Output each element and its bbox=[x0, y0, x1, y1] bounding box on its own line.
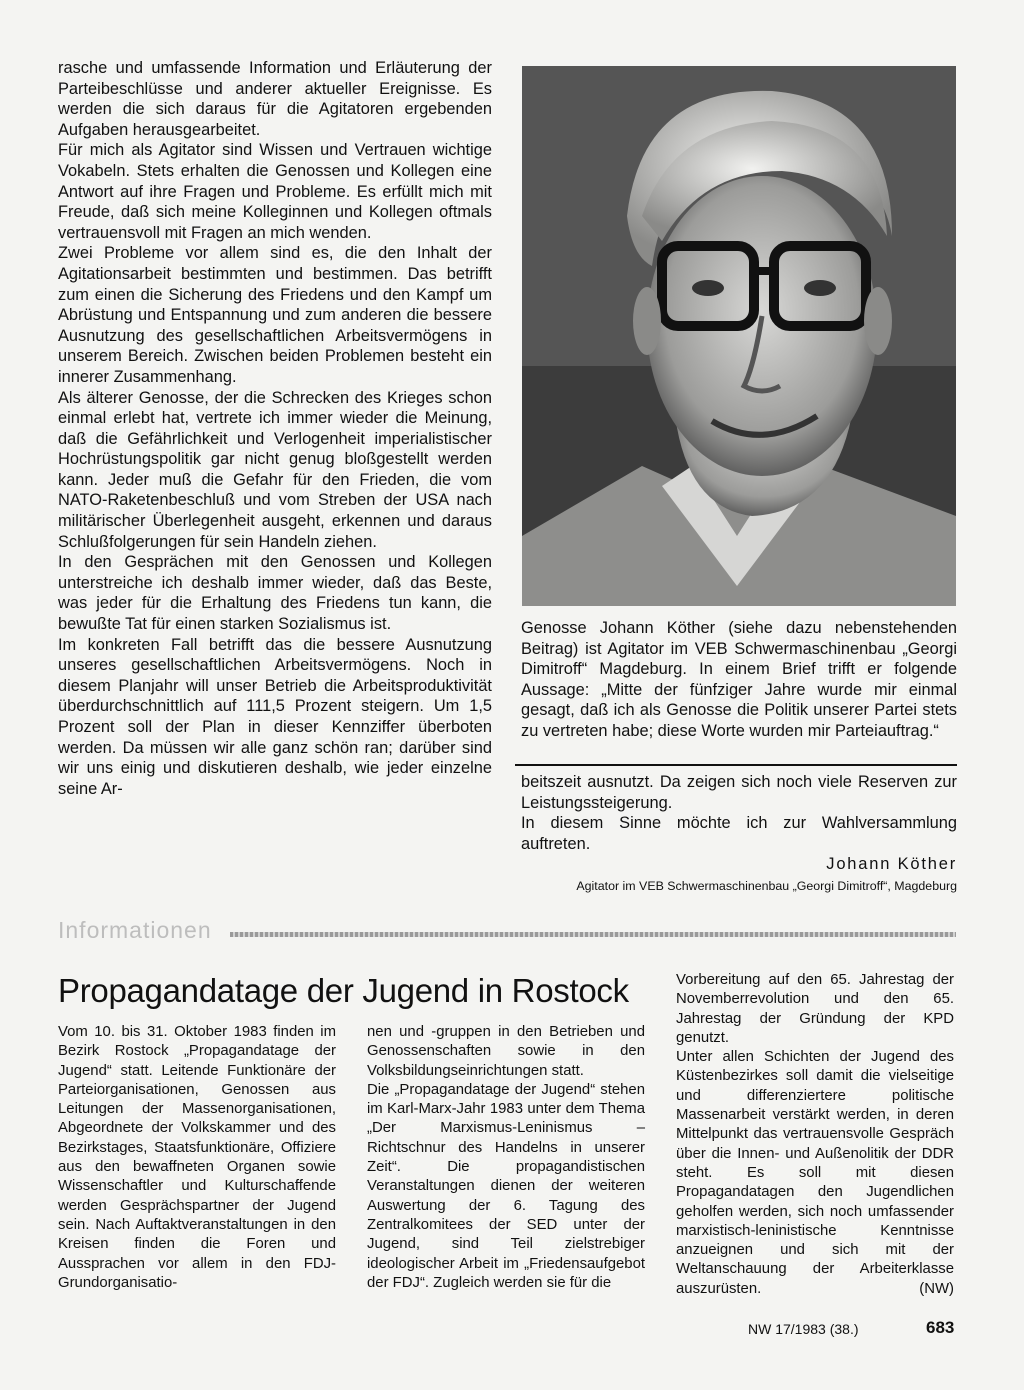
article-paragraph: rasche und umfassende Information und Erläuterung der Parteibeschlüsse und anderer aktueller Ereignisse. Es werden die sich daraus für die Agitatoren ergebenden Aufgaben herausgearbeitet. bbox=[58, 59, 492, 139]
news-column-1 bbox=[58, 1023, 336, 1293]
section-divider bbox=[230, 932, 956, 937]
news-paragraph: Die „Propagandatage der Jugend“ stehen im Karl-Marx-Jahr 1983 unter dem Thema „Der Marxismus-Leninismus – Richtschnur des Handelns in unserer Zeit“. Die propagandistischen Veranstaltungen dienen der weiteren Auswertung der 6. Tagung des Zentralkomitees der SED unter der Jugend, sind Teil zielstrebiger ideologischer Arbeit im „Friedensaufgebot der FDJ“. Zugleich werden sie für die bbox=[367, 1081, 645, 1291]
article-paragraph: Als älterer Genosse, der die Schrecken des Krieges schon einmal erlebt hat, vertrete ich immer wieder die Meinung, daß die Gefährlichkeit und Verlogenheit imperialistischer Hochrüstungspolitik gar nicht genug bloßgestellt werden kann. Jeder muß die Gefahr für den Frieden, die vom NATO-Raketenbeschluß und vom Streben der USA nach militärischer Überlegenheit ausgeht, erkennen und daraus Schlußfolgerungen für sein Handeln ziehen. bbox=[58, 388, 492, 551]
news-paragraph: Vorbereitung auf den 65. Jahrestag der Novemberrevolution und den 65. Jahrestag der Gründung der KPD genutzt. bbox=[676, 972, 954, 1046]
author-signature: Johann Köther bbox=[826, 855, 957, 873]
article-paragraph: Zwei Probleme vor allem sind es, die den Inhalt der Agitationsarbeit bestimmten und bestimmen. Das betrifft zum einen die Sicherung des Friedens und den Kampf um Abrüstung und Entspannung und zum anderen die bessere Ausnutzung des gesellschaftlichen Arbeitsvermögens in unserem Bereich. Zwischen beiden Problemen besteht ein innerer Zusammenhang. bbox=[58, 244, 492, 386]
news-paragraph bbox=[676, 1048, 954, 1299]
article-paragraph: In diesem Sinne möchte ich zur Wahlversammlung auftreten. bbox=[521, 814, 957, 853]
news-paragraph: nen und -gruppen in den Betrieben und Genossenschaften sowie in den Volksbildungseinrichtungen statt. bbox=[367, 1024, 645, 1079]
article-paragraph: In den Gesprächen mit den Genossen und Kollegen unterstreiche ich deshalb immer wieder, daß das Beste, was jeder für die Erhaltung des Friedens tun kann, die bewußte Tat für einen starken Sozialismus ist. bbox=[58, 553, 492, 634]
news-column-3 bbox=[676, 971, 954, 1299]
section-label: Informationen bbox=[58, 917, 212, 943]
source-tag: (NW) bbox=[919, 1280, 954, 1297]
news-column-2 bbox=[367, 1023, 645, 1293]
author-role: Agitator im VEB Schwermaschinenbau „Georgi Dimitroff“, Magdeburg bbox=[576, 879, 957, 893]
news-paragraph-text: Unter allen Schichten der Jugend des Küstenbezirkes soll damit die vielseitige und differenziertere politische Massenarbeit verstärkt werden, in deren Mittelpunkt das vertrauensvolle Gespräch über die Innen- und Außenolitik der DDR steht. Es soll mit diesen Propagandatagen den Jugendlichen geholfen werden, sich noch umfassender marxistisch-leninistische Kenntnisse anzueignen und sich mit der Weltanschauung der Arbeiterklasse auszurüsten. bbox=[676, 1049, 954, 1297]
article-paragraph: Für mich als Agitator sind Wissen und Vertrauen wichtige Vokabeln. Stets erhalten die Genossen und Kollegen eine Antwort auf ihre Fragen und Probleme. Es erfüllt mich mit Freude, daß sich meine Kolleginnen und Kollegen oftmals vertrauensvoll mit Fragen an mich wenden. bbox=[58, 141, 492, 242]
portrait-illustration bbox=[522, 66, 956, 606]
article-paragraph: Im konkreten Fall betrifft das die bessere Ausnutzung unseres gesellschaftlichen Arbeitsvermögens. Noch in diesem Planjahr will unser Betrieb die Arbeitsproduktivität überdurchschnittlich auf 111,5 Prozent steigern. Um 1,5 Prozent soll der Plan in dieser Kennziffer überboten werden. Da müssen wir alle ganz schön ran; darüber sind wir uns einig und diskutieren deshalb, wie jeder einzelne seine Ar- bbox=[58, 635, 492, 798]
article-continuation bbox=[521, 772, 957, 854]
article-body-column bbox=[58, 58, 492, 799]
news-headline: Propagandatage der Jugend in Rostock bbox=[58, 972, 629, 1009]
photo-caption: Genosse Johann Köther (siehe dazu nebenstehenden Beitrag) ist Agitator im VEB Schwermaschinenbau „Georgi Dimitroff“ Magdeburg. In einem Brief trifft er folgende Aussage: „Mitte der fünfziger Jahre wurde mir einmal gesagt, daß ich als Genosse die Politik unserer Partei stets zu vertreten habe; diese Worte wurden mir Parteiauftrag.“ bbox=[521, 619, 957, 740]
author-portrait-photo bbox=[522, 66, 956, 606]
caption-divider bbox=[515, 764, 957, 766]
news-paragraph: Vom 10. bis 31. Oktober 1983 finden im Bezirk Rostock „Propagandatage der Jugend“ statt. Leitende Funktionäre der Parteiorganisationen, Genossen aus Leitungen der Massenorganisationen, Abgeordnete der Volkskammer und des Bezirkstages, Staatsfunktionäre, Offiziere aus den bewaffneten Organen sowie Wissenschaftler und Kulturschaffende werden Gesprächspartner der Jugend sein. Nach Auftaktveranstaltungen in den Kreisen finden die Foren und Aussprachen vor allem in den FDJ-Grundorganisatio- bbox=[58, 1024, 336, 1291]
page-number: 683 bbox=[926, 1318, 955, 1337]
issue-number: NW 17/1983 (38.) bbox=[748, 1321, 859, 1337]
article-paragraph: beitszeit ausnutzt. Da zeigen sich noch viele Reserven zur Leistungssteigerung. bbox=[521, 773, 957, 812]
